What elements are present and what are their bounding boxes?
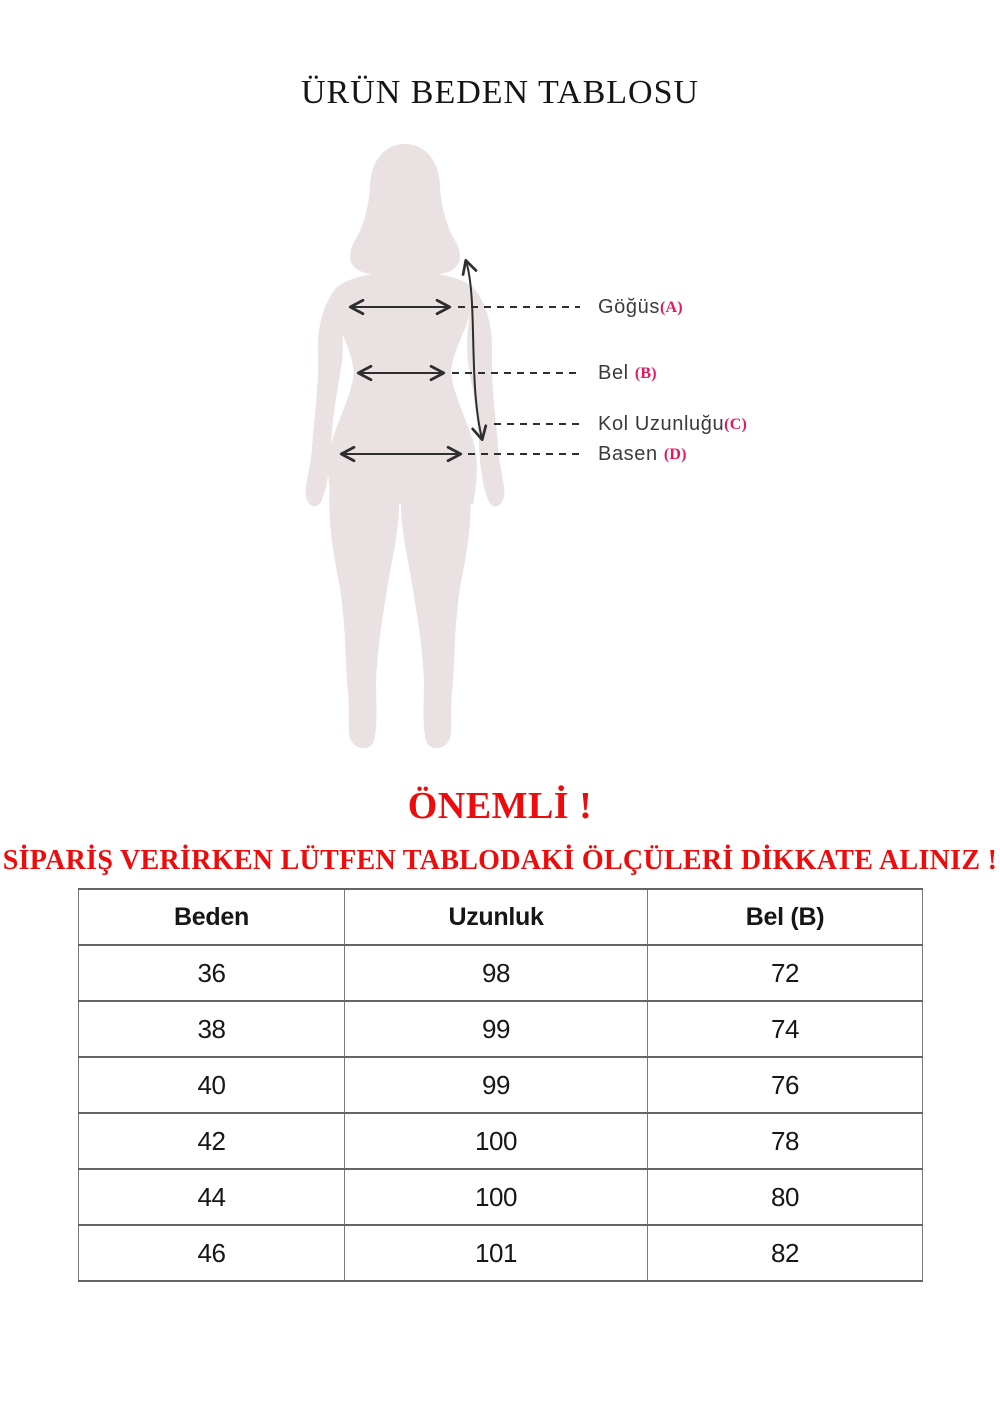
cell-uzunluk: 98	[345, 945, 648, 1001]
cell-uzunluk: 100	[345, 1169, 648, 1225]
table-row	[79, 1169, 923, 1225]
cell-bel: 74	[648, 1001, 923, 1057]
header-bel: Bel (B)	[648, 889, 923, 945]
header-beden: Beden	[79, 889, 345, 945]
table-row	[79, 1001, 923, 1057]
size-table	[78, 888, 923, 1282]
measurement-diagram	[0, 140, 1000, 770]
cell-uzunluk: 101	[345, 1225, 648, 1281]
label-waist	[598, 360, 657, 386]
cell-uzunluk: 99	[345, 1001, 648, 1057]
label-chest-text: Göğüs	[598, 296, 660, 318]
cell-uzunluk: 99	[345, 1057, 648, 1113]
cell-bel: 82	[648, 1225, 923, 1281]
label-hip-code: (D)	[663, 446, 687, 463]
header-uzunluk: Uzunluk	[345, 889, 648, 945]
page-title: ÜRÜN BEDEN TABLOSU	[300, 74, 700, 111]
cell-beden: 46	[79, 1225, 345, 1281]
cell-bel: 80	[648, 1169, 923, 1225]
table-row	[79, 1113, 923, 1169]
table-row	[79, 1225, 923, 1281]
table-row	[79, 1057, 923, 1113]
label-waist-text: Bel	[598, 362, 635, 384]
cell-beden: 40	[79, 1057, 345, 1113]
cell-uzunluk: 100	[345, 1113, 648, 1169]
cell-beden: 42	[79, 1113, 345, 1169]
cell-bel: 78	[648, 1113, 923, 1169]
label-waist-code: (B)	[634, 365, 657, 382]
cell-bel: 72	[648, 945, 923, 1001]
label-hip	[598, 441, 687, 467]
warning-text: SİPARİŞ VERİRKEN LÜTFEN TABLODAKİ ÖLÇÜLERİ DİKKATE ALINIZ !	[2, 845, 998, 876]
label-chest-code: (A)	[659, 299, 683, 316]
label-arm-length-text: Kol Uzunluğu	[598, 413, 725, 435]
cell-bel: 76	[648, 1057, 923, 1113]
measurement-arrows	[0, 140, 1000, 770]
cell-beden: 38	[79, 1001, 345, 1057]
label-hip-text: Basen	[598, 443, 664, 465]
important-heading: ÖNEMLİ !	[407, 785, 593, 827]
label-arm-length	[598, 411, 747, 437]
label-arm-length-code: (C)	[724, 416, 747, 433]
size-table-header-row	[79, 889, 923, 945]
cell-beden: 36	[79, 945, 345, 1001]
label-chest	[598, 294, 683, 320]
cell-beden: 44	[79, 1169, 345, 1225]
table-row	[79, 945, 923, 1001]
